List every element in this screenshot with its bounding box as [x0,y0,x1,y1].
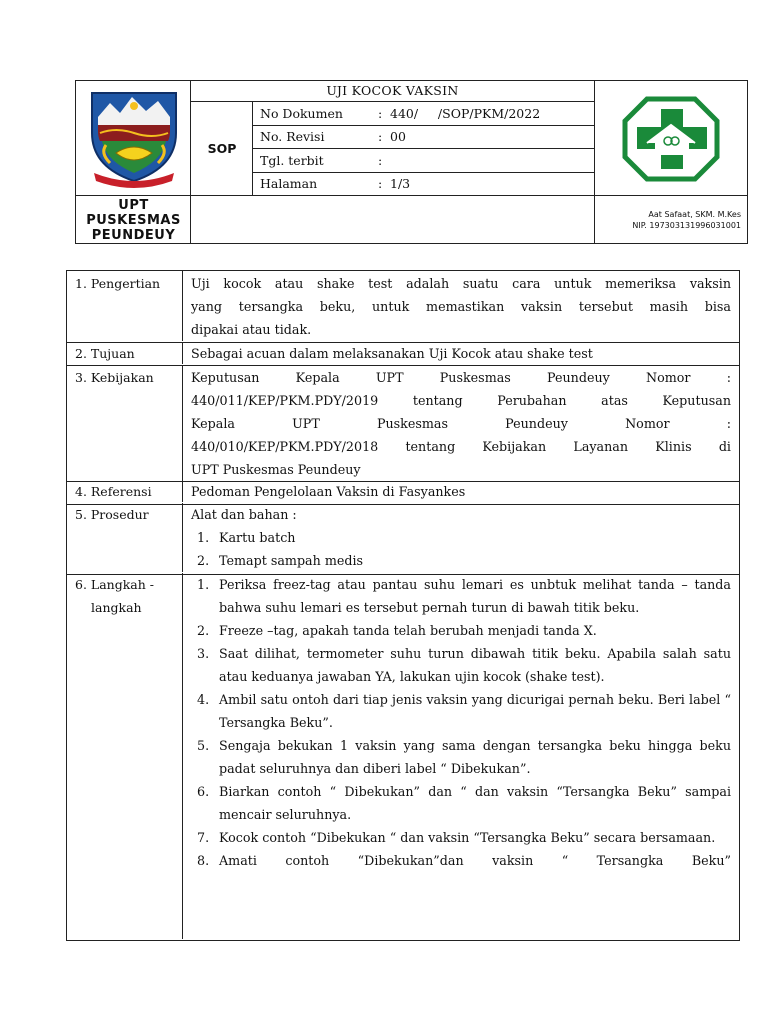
list-item: 1. Kartu batch [197,530,296,545]
institution-line-3: PEUNDEUY [91,227,176,243]
row-label: 5. Prosedur [75,507,149,522]
step-item: 2. Freeze –tag, apakah tanda telah berubah menjadi tanda X. [197,623,597,638]
row-content [182,573,739,939]
row-label: 4. Referensi [75,484,152,499]
list-item: 2. Temapt sampah medis [197,553,364,568]
step-item: 5. Sengaja bekukan 1 vaksin yang sama dengan tersangka beku hingga beku padat seluruhnya dan diberi label “ Dibekukan”. [197,738,731,776]
row-tujuan [67,342,739,365]
institution-name [76,196,191,244]
meta-row-halaman: Halaman : 1/3 [254,172,594,196]
meta-value: 1/3 [390,176,411,191]
step-item: 4. Ambil satu ontoh dari tiap jenis vaksin yang dicurigai pernah beku. Beri label “ Tersangka Beku”. [197,692,731,730]
row-content: Pedoman Pengelolaan Vaksin di Fasyankes [182,480,739,502]
institution-line-2: PUSKESMAS [86,212,181,228]
meta-key: No. Revisi [260,129,325,144]
institution-line-1: UPT [118,197,149,213]
meta-value: 440/ /SOP/PKM/2022 [390,106,541,121]
step-item: 8. Amati contoh “Dibekukan”dan vaksin “ Tersangka Beku” [197,853,731,868]
step-item: 1. Periksa freez-tag atau pantau suhu lemari es unbtuk melihat tanda – tanda bahwa suhu lemari es tersebut pernah turun di bawah titik beku. [197,577,731,615]
row-prosedur [67,504,739,574]
sop-label: SOP [207,141,237,156]
sop-header-table [75,80,748,244]
meta-key: Halaman [260,176,318,191]
meta-value: 00 [390,129,406,144]
meta-row-no-dokumen: No Dokumen : 440/ /SOP/PKM/2022 [254,102,594,126]
row-content: Keputusan Kepala UPT Puskesmas Peundeuy Nomor : 440/011/KEP/PKM.PDY/2019 tentang Perubahan atas Keputusan Kepala UPT Puskesmas Peundeuy Nomor : 440/010/KEP/PKM.PDY/2018 tentang Kebijakan Layanan Klinis di UPT Puskesmas Peundeuy [182,366,739,481]
regency-crest-logo [76,81,191,196]
meta-row-no-revisi: No. Revisi : 00 [254,125,594,149]
row-content [182,503,739,572]
row-content: Uji kocok atau shake test adalah suatu cara untuk memeriksa vaksin yang tersangka beku, untuk memastikan vaksin tersebut masih bisa dipakai atau tidak. [182,271,739,341]
regency-crest-icon [76,81,191,196]
signer-name: Aat Safaat, SKM. M.Kes [648,210,741,219]
row-label: 2. Tujuan [75,346,135,361]
signer-block [595,196,748,244]
puskesmas-cross-icon [595,81,748,196]
step-item: 7. Kocok contoh “Dibekukan “ dan vaksin “Tersangka Beku” secara bersamaan. [197,830,716,845]
step-item: 6. Biarkan contoh “ Dibekukan” dan “ dan vaksin “Tersangka Beku” sampai mencair seluruhnya. [197,784,731,822]
sop-title: UJI KOCOK VAKSIN [326,83,459,98]
meta-key: Tgl. terbit [260,153,324,168]
row-kebijakan [67,365,739,481]
step-item: 3. Saat dilihat, termometer suhu turun dibawah titik beku. Apabila salah satu atau keduanya jawaban YA, lakukan ujin kocok (shake test). [197,646,731,684]
row-label: 1. Pengertian [75,276,161,291]
row-pengertian [67,271,739,342]
row-content: Sebagai acuan dalam melaksanakan Uji Kocok atau shake test [182,342,739,364]
row-label: 3. Kebijakan [75,370,154,385]
prosedur-intro: Alat dan bahan : [191,507,297,522]
puskesmas-logo [595,81,748,196]
row-label: 6. Langkah - langkah [75,577,154,615]
sop-content-table [66,270,740,941]
row-langkah [67,574,739,941]
row-referensi [67,481,739,504]
meta-key: No Dokumen [260,106,343,121]
signer-nip: NIP. 197303131996031001 [632,221,741,230]
meta-row-tgl-terbit: Tgl. terbit : [254,149,594,173]
